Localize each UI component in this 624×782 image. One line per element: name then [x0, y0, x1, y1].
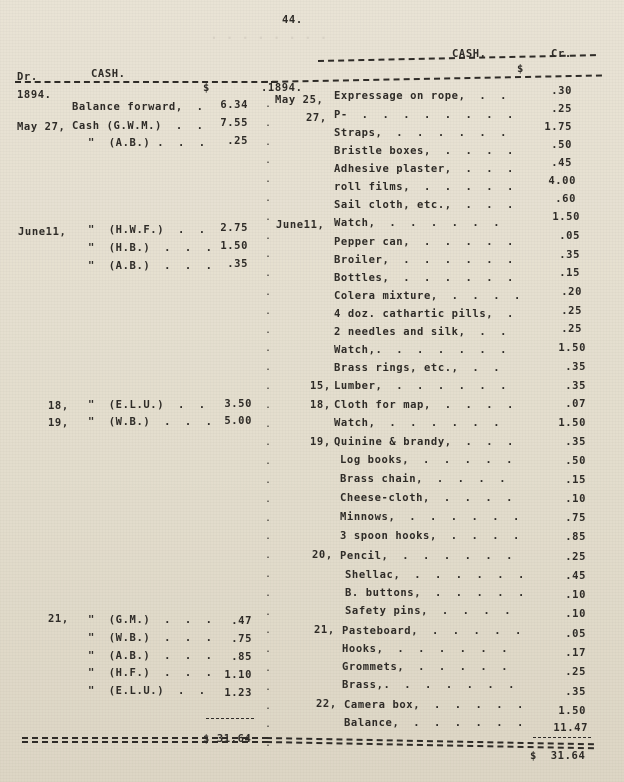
right-row-text: Pencil, . . . . . .: [340, 550, 514, 562]
right-row-amount: .15: [565, 474, 586, 486]
left-row-text: " (W.B.) . . .: [88, 416, 213, 428]
right-row-amount: .60: [555, 193, 576, 205]
right-row-text: 2 needles and silk, . .: [334, 326, 508, 338]
right-row-amount: .20: [561, 286, 582, 298]
right-row-amount: .10: [565, 589, 586, 601]
right-row-amount: .35: [565, 686, 586, 698]
right-row-amount: 4.00: [548, 175, 576, 187]
left-row-date: 21,: [48, 613, 69, 625]
left-row-amount: 2.75: [220, 222, 248, 234]
left-row-text: " (G.M.) . . .: [88, 614, 213, 626]
right-row-text: B. buttons, . . . . .: [345, 587, 525, 599]
right-row-date: June11,: [276, 219, 325, 231]
right-row-amount: .15: [559, 267, 580, 279]
right-row-amount: 1.50: [552, 211, 580, 223]
right-dollar-sign: $: [517, 63, 524, 75]
right-row-text: Bottles, . . . . . .: [334, 272, 514, 284]
left-row-amount: .85: [231, 651, 252, 663]
right-row-amount: 11.47: [553, 722, 588, 734]
right-total: $ 31.64: [530, 750, 586, 762]
right-row-amount: .30: [551, 85, 572, 97]
right-row-text: Watch, . . . . . .: [334, 217, 501, 229]
left-dollar-sign: $: [203, 82, 210, 94]
right-row-text: Watch, . . . . . .: [334, 417, 501, 429]
right-cash-heading: CASH.: [452, 48, 487, 60]
right-row-amount: .25: [561, 305, 582, 317]
left-row-text: Balance forward, .: [72, 101, 204, 113]
right-header-rule: [262, 74, 602, 83]
left-row-amount: 1.50: [220, 240, 248, 252]
right-row-text: Quinine & brandy, . . .: [334, 436, 514, 448]
left-row-amount: 6.34: [220, 99, 248, 111]
bleed-through: . . . . . . . .: [210, 28, 328, 43]
right-row-text: 4 doz. cathartic pills, .: [334, 308, 514, 320]
right-row-text: Expressage on rope, . .: [334, 90, 508, 102]
left-row-amount: .75: [231, 633, 252, 645]
right-row-amount: 1.50: [558, 705, 586, 717]
right-row-date: 27,: [306, 112, 327, 124]
right-row-text: Minnows, . . . . . .: [340, 511, 520, 523]
right-row-text: P- . . . . . . . .: [334, 109, 514, 121]
left-row-text: " (H.F.) . . .: [88, 667, 213, 679]
right-cr-heading: Cr.: [551, 48, 572, 60]
right-row-amount: .35: [565, 436, 586, 448]
right-row-text: Shellac, . . . . . .: [345, 569, 525, 581]
left-bottom-rule: [22, 737, 268, 739]
left-header-rule: [15, 81, 277, 83]
right-row-text: Safety pins, . . . .: [345, 605, 512, 617]
left-row-amount: 7.55: [220, 117, 248, 129]
right-row-date: 15,: [310, 380, 331, 392]
left-row-text: Cash (G.W.M.) . .: [72, 120, 204, 132]
left-total: $ 31.64: [203, 733, 252, 745]
right-row-text: Bristle boxes, . . . .: [334, 145, 514, 157]
left-row-amount: .25: [227, 135, 248, 147]
right-row-date: 19,: [310, 436, 331, 448]
right-row-amount: .05: [559, 230, 580, 242]
right-row-amount: .45: [565, 570, 586, 582]
left-row-amount: .35: [227, 258, 248, 270]
right-row-text: Cheese-cloth, . . . .: [340, 492, 514, 504]
right-row-amount: .10: [565, 608, 586, 620]
right-row-amount: .07: [565, 398, 586, 410]
right-row-text: Hooks, . . . . . .: [342, 643, 509, 655]
right-row-text: Brass chain, . . . .: [340, 473, 507, 485]
right-row-text: Lumber, . . . . . .: [334, 380, 508, 392]
right-row-text: Brass,. . . . . . .: [342, 679, 516, 691]
page-number: 44.: [282, 14, 303, 26]
column-divider: . . . . . . . . . . . . . . . . . . . . . . . . . . . . . . . . . . .: [265, 99, 272, 750]
right-row-date: 21,: [314, 624, 335, 636]
right-row-text: Adhesive plaster, . . .: [334, 163, 514, 175]
left-row-date: May 27,: [17, 121, 66, 133]
right-row-amount: .25: [551, 103, 572, 115]
right-row-date: May 25,: [275, 94, 324, 106]
left-row-amount: 3.50: [224, 398, 252, 410]
left-row-amount: 1.23: [224, 687, 252, 699]
right-row-amount: .35: [565, 361, 586, 373]
left-row-text: " (A.B.) . . .: [88, 650, 213, 662]
right-row-text: Watch,. . . . . . .: [334, 344, 508, 356]
right-row-amount: .10: [565, 493, 586, 505]
left-row-text: " (W.B.) . . .: [88, 632, 213, 644]
right-row-amount: .25: [565, 551, 586, 563]
right-row-amount: 1.50: [558, 342, 586, 354]
left-row-text: " (H.W.F.) . .: [88, 224, 206, 236]
right-row-amount: 1.50: [558, 417, 586, 429]
right-row-text: Straps, . . . . . .: [334, 127, 508, 139]
left-row-amount: 1.10: [224, 669, 252, 681]
right-row-date: 22,: [316, 698, 337, 710]
right-row-amount: .35: [565, 380, 586, 392]
right-row-amount: .05: [565, 628, 586, 640]
right-row-text: Colera mixture, . . . .: [334, 290, 521, 302]
right-row-text: Grommets, . . . . .: [342, 661, 509, 673]
left-row-date: 18,: [48, 400, 69, 412]
right-row-amount: .50: [551, 139, 572, 151]
right-subtotal-rule: [533, 737, 591, 738]
left-row-date: 19,: [48, 417, 69, 429]
right-row-amount: .25: [561, 323, 582, 335]
right-row-date: 18,: [310, 399, 331, 411]
right-row-amount: .50: [565, 455, 586, 467]
left-row-amount: 5.00: [224, 415, 252, 427]
right-row-text: Cloth for map, . . . .: [334, 399, 514, 411]
left-bottom-rule-2: [22, 741, 268, 743]
left-row-text: " (E.L.U.) . .: [88, 399, 206, 411]
right-row-amount: .25: [565, 666, 586, 678]
right-row-text: 3 spoon hooks, . . . .: [340, 530, 520, 542]
right-row-text: Pepper can, . . . . .: [334, 236, 514, 248]
left-subtotal-rule: [206, 718, 254, 719]
right-row-text: Brass rings, etc., . .: [334, 362, 501, 374]
right-row-text: Log books, . . . . .: [340, 454, 514, 466]
left-row-text: " (A.B.) . . .: [88, 260, 213, 272]
right-row-text: Broiler, . . . . . .: [334, 254, 514, 266]
right-row-amount: 1.75: [544, 121, 572, 133]
right-row-text: Balance, . . . . . .: [344, 717, 524, 729]
right-row-amount: .85: [565, 531, 586, 543]
left-row-amount: .47: [231, 615, 252, 627]
left-year: 1894.: [17, 89, 52, 101]
left-cash-heading: CASH.: [91, 68, 126, 80]
right-row-amount: .17: [565, 647, 586, 659]
left-dr-heading: Dr.: [17, 71, 38, 83]
left-row-text: " (A.B.) . . .: [88, 137, 206, 149]
left-row-text: " (E.L.U.) . .: [88, 685, 206, 697]
right-row-amount: .35: [559, 249, 580, 261]
left-row-text: " (H.B.) . . .: [88, 242, 213, 254]
right-row-text: Sail cloth, etc., . . .: [334, 199, 514, 211]
right-row-text: Camera box, . . . . .: [344, 699, 524, 711]
right-year: .1894.: [261, 82, 303, 94]
left-row-date: June11,: [18, 226, 67, 238]
right-row-text: roll films, . . . . .: [334, 181, 514, 193]
right-row-amount: .75: [565, 512, 586, 524]
right-row-amount: .45: [551, 157, 572, 169]
right-row-date: 20,: [312, 549, 333, 561]
right-row-text: Pasteboard, . . . . .: [342, 625, 522, 637]
